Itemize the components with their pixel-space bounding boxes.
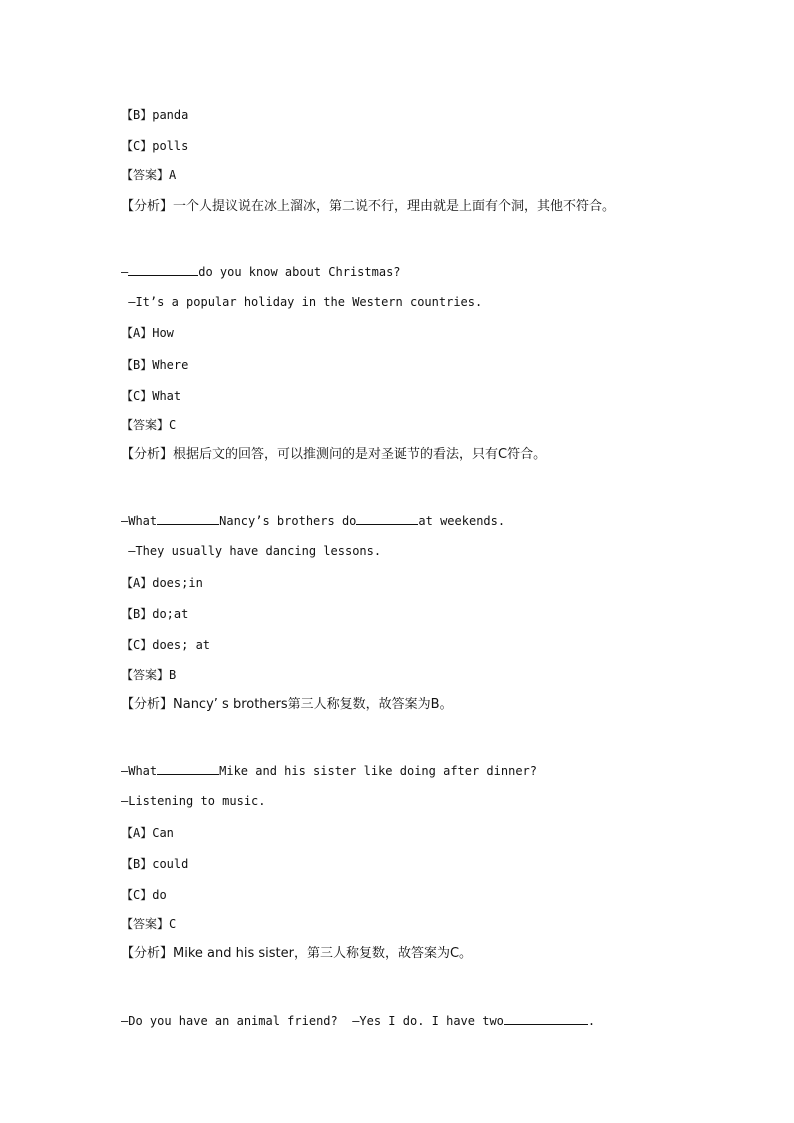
q3-reply: —They usually have dancing lessons. [121, 544, 382, 558]
q1-option-b: 【B】panda [121, 108, 189, 122]
q4-reply: —Listening to music. [121, 794, 266, 808]
q2-analysis: 【分析】根据后文的回答，可以推测问的是对圣诞节的看法，只有C符合。 [121, 447, 547, 462]
q4-stem [121, 762, 537, 779]
q4-option-b: 【B】could [121, 857, 189, 871]
q1-option-c: 【C】polls [121, 139, 189, 153]
q4-option-c: 【C】do [121, 888, 167, 902]
q4-stem-prefix: —What [121, 764, 158, 778]
q2-option-c: 【C】What [121, 389, 182, 403]
q3-option-a: 【A】does;in [121, 576, 203, 590]
q5-stem [121, 1012, 595, 1029]
q2-option-b: 【B】Where [121, 358, 189, 372]
q2-option-a: 【A】How [121, 326, 174, 340]
q3-stem-suffix: at weekends. [418, 514, 506, 528]
q3-stem-middle: Nancy’s brothers do [219, 514, 357, 528]
q4-blank [157, 762, 219, 775]
q4-option-a: 【A】Can [121, 826, 174, 840]
q2-stem-suffix: do you know about Christmas? [198, 265, 401, 279]
q3-blank-1 [157, 512, 219, 525]
q3-analysis: 【分析】Nancy’ s brothers第三人称复数，故答案为B。 [121, 697, 453, 712]
q4-analysis: 【分析】Mike and his sister，第三人称复数，故答案为C。 [121, 946, 473, 961]
q5-blank [504, 1012, 588, 1025]
q5-stem-suffix: . [587, 1014, 596, 1028]
q3-option-c: 【C】does; at [121, 638, 211, 652]
q2-stem [121, 263, 401, 280]
q5-stem-prefix: —Do you have an animal friend? —Yes I do. I have two [121, 1014, 504, 1028]
q3-stem-prefix: —What [121, 514, 158, 528]
q2-reply: —It’s a popular holiday in the Western countries. [121, 295, 483, 309]
q4-stem-suffix: Mike and his sister like doing after dinner? [219, 764, 538, 778]
q3-blank-2 [356, 512, 418, 525]
q3-option-b: 【B】do;at [121, 607, 189, 621]
q1-answer: 【答案】A [121, 168, 177, 182]
q3-answer: 【答案】B [121, 668, 177, 682]
q2-answer: 【答案】C [121, 418, 177, 432]
q2-stem-prefix: — [121, 265, 129, 279]
q1-analysis: 【分析】一个人提议说在冰上溜冰，第二说不行，理由就是上面有个洞，其他不符合。 [121, 199, 616, 214]
q4-answer: 【答案】C [121, 917, 177, 931]
q2-blank [128, 263, 198, 276]
q3-stem [121, 512, 505, 529]
